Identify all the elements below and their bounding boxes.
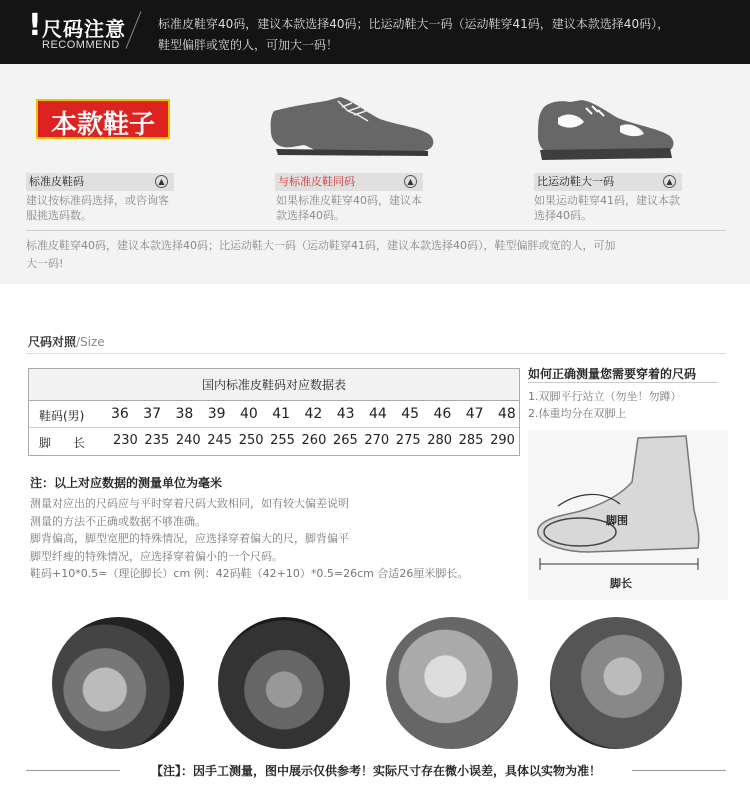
thread-spool-photo <box>52 617 184 749</box>
size-cell: 38 <box>175 406 194 422</box>
length-cell: 265 <box>332 433 358 448</box>
length-cell: 255 <box>270 433 295 448</box>
length-cell: 250 <box>238 433 264 448</box>
sneaker-icon <box>534 96 680 164</box>
divider <box>26 230 726 231</box>
table-row-length <box>29 428 519 455</box>
girth-label: 脚围 <box>606 514 628 527</box>
row-label: 鞋码(男) <box>39 409 85 423</box>
card-label-standard <box>26 173 174 191</box>
desc-line: 建议按标准码选择，或咨询客 <box>26 194 169 207</box>
measuring-photo <box>550 617 682 749</box>
divider <box>26 353 726 354</box>
size-cell: 45 <box>401 406 420 422</box>
size-cell: 46 <box>433 406 452 422</box>
length-cell: 280 <box>427 433 453 448</box>
note-line: 测量对应出的尺码应与平时穿着尺码大致相同，如有较大偏差说明 <box>30 497 349 510</box>
divider <box>126 11 142 48</box>
note-line: 标准皮鞋穿40码，建议本款选择40码；比运动鞋大一码（运动鞋穿41码，建议本款选择40码），鞋型偏胖或宽的人，可加 <box>26 239 616 252</box>
length-values <box>113 433 515 448</box>
note-line: 脚型纤瘦的特殊情况，应选择穿着偏小的一个尺码。 <box>30 549 283 563</box>
how-to-title: 如何正确测量您需要穿着的尺码 <box>528 367 697 381</box>
length-cell: 245 <box>207 433 233 448</box>
dress-shoe-icon <box>268 93 438 161</box>
size-cell: 47 <box>465 406 484 422</box>
badge-text: 本款鞋子 <box>50 110 155 140</box>
card-desc-sneaker <box>534 193 694 223</box>
table-header: 国内标准皮鞋码对应数据表 <box>29 369 519 401</box>
size-cell: 44 <box>369 406 387 422</box>
header-subtitle: RECOMMEND <box>42 39 120 51</box>
note-line: 测量的方法不正确或数据不够准确。 <box>30 514 206 528</box>
desc-line: 款选择40码。 <box>276 209 345 222</box>
size-cell: 43 <box>336 406 355 422</box>
size-title-en: /Size <box>76 335 105 349</box>
length-cell: 230 <box>113 433 138 448</box>
size-title-cn: 尺码对照 <box>28 335 77 349</box>
size-advice-note <box>26 237 676 273</box>
header-line-2: 鞋型偏胖或宽的人，可加大一码！ <box>158 38 339 52</box>
header-title: 尺码注意 <box>42 17 126 41</box>
chevron-up-icon: ▲ <box>663 175 676 188</box>
card-label-text: 标准皮鞋码 <box>29 175 84 188</box>
length-cell: 285 <box>458 433 484 448</box>
this-shoe-badge <box>36 99 170 139</box>
exclamation-icon: ! <box>28 8 42 43</box>
size-cell: 48 <box>498 406 516 422</box>
size-values <box>111 406 516 422</box>
desc-line: 选择40码。 <box>534 209 592 222</box>
size-section-title <box>28 333 105 350</box>
chevron-up-icon: ▲ <box>404 175 417 188</box>
header-line-1: 标准皮鞋穿40码，建议本款选择40码；比运动鞋大一码（运动鞋穿41码，建议本款选择40码）， <box>158 17 670 31</box>
size-cell: 41 <box>272 406 291 422</box>
size-cell: 39 <box>207 406 226 422</box>
size-cell: 40 <box>240 406 258 422</box>
card-label-text: 与标准皮鞋同码 <box>278 175 355 188</box>
card-desc-same <box>276 193 436 223</box>
size-chart-table <box>28 368 520 456</box>
size-cell: 37 <box>143 406 162 422</box>
footer-disclaimer: 【注】：因手工测量，图中展示仅供参考！实际尺寸存在微小误差，具体以实物为准！ <box>150 764 601 778</box>
desc-line: 如果运动鞋穿41码，建议本款 <box>534 194 680 207</box>
leather-cutting-photo <box>386 617 518 749</box>
desc-line: 如果标准皮鞋穿40码，建议本 <box>276 194 422 207</box>
row-label: 脚长 <box>39 436 108 450</box>
measure-note-title: 注：以上对应数据的测量单位为毫米 <box>30 476 223 490</box>
length-cell: 240 <box>175 433 201 448</box>
note-line: 大一码! <box>26 257 64 270</box>
length-cell: 260 <box>301 433 327 448</box>
length-cell: 270 <box>364 433 390 448</box>
length-label: 脚长 <box>610 577 632 590</box>
card-desc-standard <box>26 193 186 223</box>
length-cell: 290 <box>490 433 515 448</box>
table-row-size <box>29 401 519 428</box>
note-line: 鞋码+10*0.5=（理论脚长）cm 例：42码鞋（42+10）*0.5=26cm 合适26厘米脚长。 <box>30 567 469 580</box>
how-to-step-1: 1.双脚平行站立（勿坐！勿蹲） <box>528 390 682 403</box>
note-line: 脚背偏高，脚型宽肥的特殊情况，应选择穿着偏大的尺，脚背偏平 <box>30 532 349 545</box>
desc-line: 服挑选码数。 <box>26 209 92 222</box>
measure-note-body <box>30 495 468 583</box>
length-cell: 275 <box>395 433 421 448</box>
header-banner <box>0 0 750 64</box>
divider <box>528 382 718 383</box>
card-label-sneaker <box>534 173 682 191</box>
foot-diagram <box>528 430 728 600</box>
card-label-text: 比运动鞋大一码 <box>537 175 614 188</box>
how-to-step-2: 2.体重均分在双脚上 <box>528 407 627 420</box>
card-label-same-as-standard <box>275 173 423 191</box>
size-cell: 42 <box>304 406 323 422</box>
hand-sewing-photo <box>218 617 350 749</box>
chevron-up-icon: ▲ <box>155 175 168 188</box>
size-cell: 36 <box>111 406 129 422</box>
length-cell: 235 <box>144 433 170 448</box>
